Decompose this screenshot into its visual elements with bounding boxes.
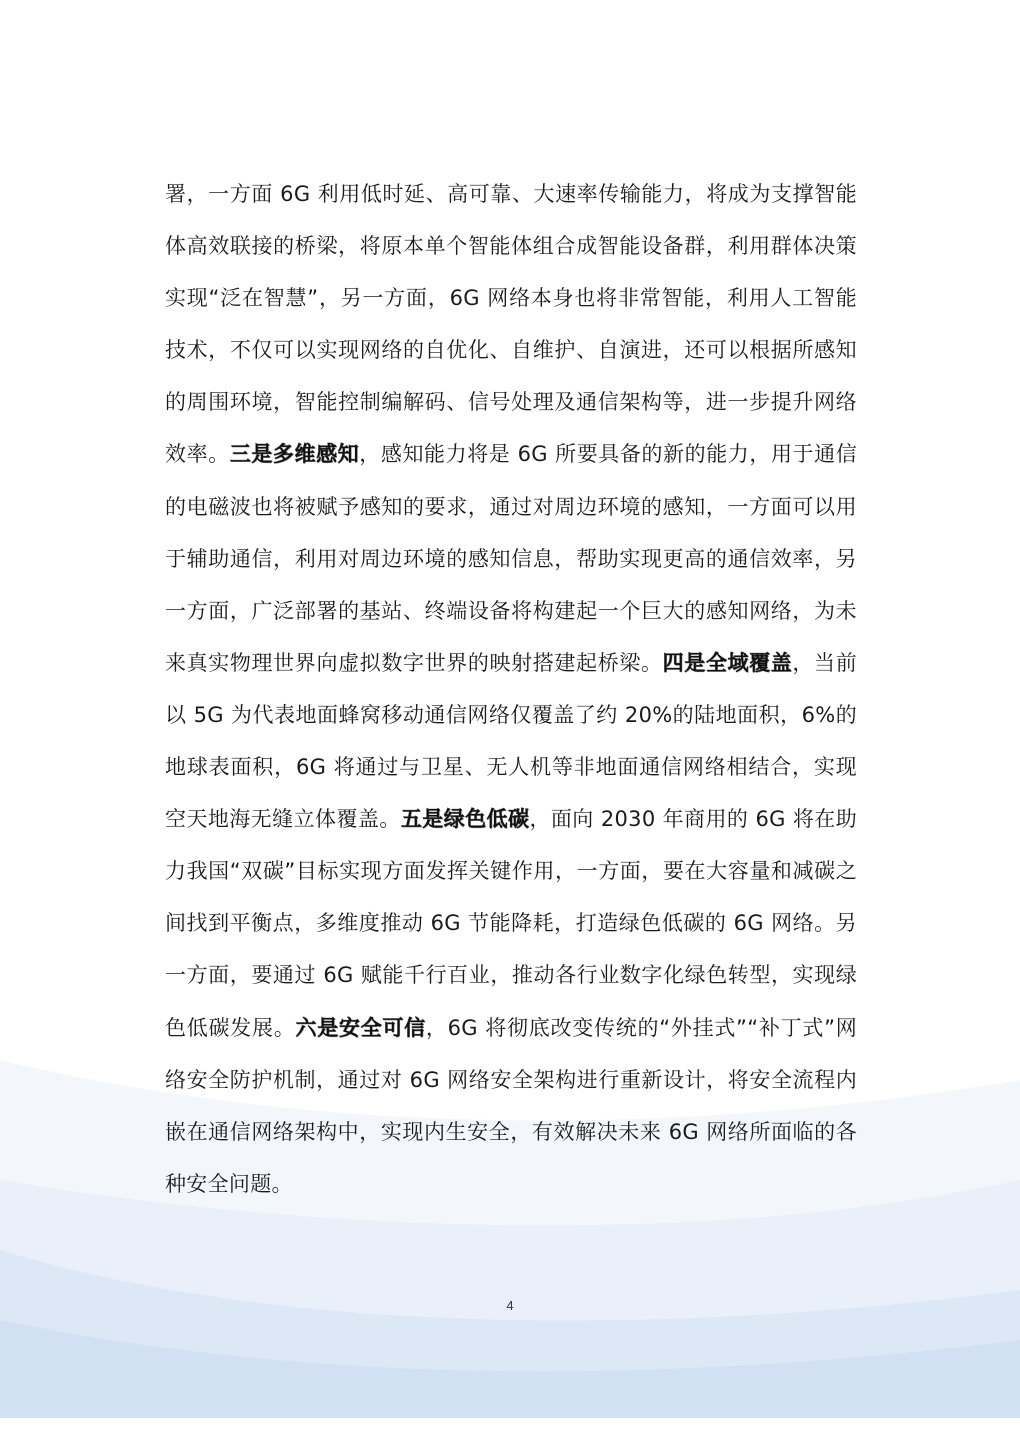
text-segment: ，当前以 5G 为代表地面蜂窝移动通信网络仅覆盖了约 20%的陆地面积，6%的地球表面积，6G 将通过与卫星、无人机等非地面通信网络相结合，实现空天地海无缝立体覆盖。 (165, 650, 857, 832)
text-segment: ，6G 将彻底改变传统的“外挂式”“补丁式”网络安全防护机制，通过对 6G 网络安全架构进行重新设计，将安全流程内嵌在通信网络架构中，实现内生安全，有效解决未来 6G 网络所面临的各种安全问题。 (165, 1015, 857, 1196)
text-segment: ，面向 2030 年商用的 6G 将在助力我国“双碳”目标实现方面发挥关键作用，一方面，要在大容量和减碳之间找到平衡点，多维度推动 6G 节能降耗，打造绿色低碳的 6G 网络。另一方面，要通过 6G 赋能千行百业，推动各行业数字化绿色转型，实现绿色低碳发展。 (165, 807, 857, 1040)
bottom-strip (0, 1418, 1020, 1431)
text-segment: 署，一方面 6G 利用低时延、高可靠、大速率传输能力，将成为支撑智能体高效联接的桥梁，将原本单个智能体组合成智能设备群，利用群体决策实现“泛在智慧”，另一方面，6G 网络本身也将非常智能，利用人工智能技术，不仅可以实现网络的自优化、自维护、自演进，还可以根据所感知的周围环境，智能控制编解码、信号处理及通信架构等，进一步提升网络效率。 (165, 182, 857, 467)
keyword-full-coverage: 四是全域覆盖 (662, 650, 793, 675)
keyword-multi-dimensional-sensing: 三是多维感知 (229, 442, 360, 467)
keyword-green-low-carbon: 五是绿色低碳 (400, 807, 530, 832)
page-number: 4 (506, 1298, 514, 1313)
body-paragraph (165, 168, 857, 1210)
text-segment: ，感知能力将是 6G 所要具备的新的能力，用于通信的电磁波也将被赋予感知的要求，通过对周边环境的感知，一方面可以用于辅助通信，利用对周边环境的感知信息，帮助实现更高的通信效率，另一方面，广泛部署的基站、终端设备将构建起一个巨大的感知网络，为未来真实物理世界向虚拟数字世界的映射搭建起桥梁。 (165, 442, 858, 675)
keyword-secure-trusted: 六是安全可信 (295, 1015, 426, 1040)
